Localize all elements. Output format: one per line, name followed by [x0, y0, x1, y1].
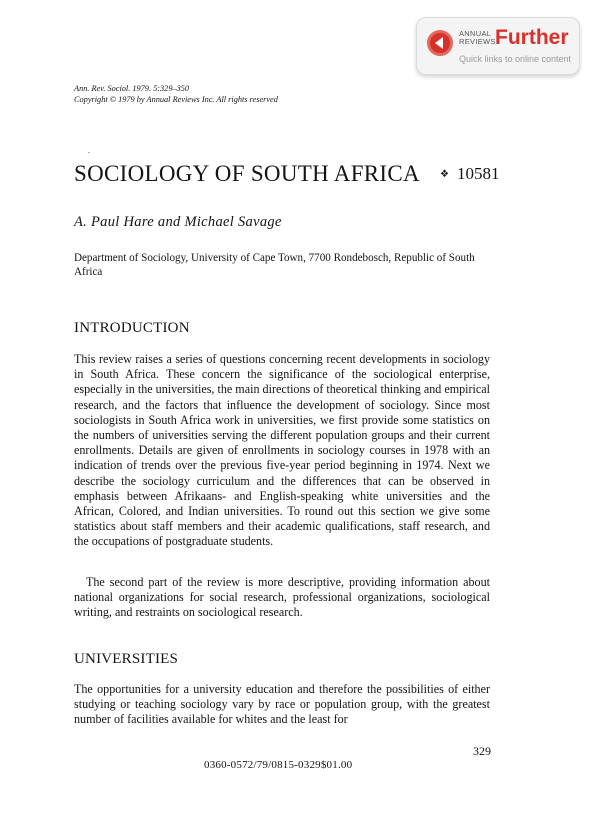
brand-line-1: ANNUAL — [459, 29, 492, 38]
section-heading-introduction: INTRODUCTION — [74, 320, 190, 336]
introduction-paragraph-2: The second part of the review is more descriptive, providing information about national organizations for social research, professional organizations, sociological writing, and restraints on sociological research. — [74, 575, 490, 620]
authors: A. Paul Hare and Michael Savage — [74, 214, 282, 230]
citation-block — [74, 84, 278, 105]
annual-reviews-logo-icon — [427, 30, 453, 56]
page-number: 329 — [473, 744, 491, 758]
brand-line-2: REVIEWS — [459, 37, 496, 46]
article-title: SOCIOLOGY OF SOUTH AFRICA — [74, 161, 420, 186]
affiliation: Department of Sociology, University of Cape Town, 7700 Rondebosch, Republic of South Africa — [74, 252, 475, 278]
further-quick-links-banner[interactable] — [416, 17, 580, 75]
introduction-paragraph-1: This review raises a series of questions concerning recent developments in sociology in South Africa. These concern the significance of the sociological enterprise, especially in the universities, the main directions of theoretical thinking and empirical research, and the factors that influence the development of sociology. Since most sociologists in South Africa work in universities, we first provide some statistics on the numbers of universities serving the different population groups and their current enrollments. Details are given of enrollments in sociology courses in 1978 with an indication of trends over the previous five-year period beginning in 1974. Next we describe the sociology curriculum and the differences that can be observed in emphasis between Afrikaans- and English-speaking white universities and the African, Colored, and Indian universities. To round out this section we give some statistics about staff members and their academic qualifications, staff research, and the occupations of postgraduate students. — [74, 352, 490, 549]
universities-paragraph-1: The opportunities for a university education and therefore the possibilities of either studying or teaching sociology vary by race or population group, with the greatest number of facilities available for whites and the least for — [74, 682, 490, 727]
annual-reviews-brand — [459, 30, 496, 46]
document-id-number: 10581 — [456, 164, 500, 183]
document-id — [440, 164, 499, 184]
scan-speck — [88, 152, 90, 153]
copyright-line: Copyright © 1979 by Annual Reviews Inc. All rights reserved — [74, 94, 278, 104]
section-heading-universities: UNIVERSITIES — [74, 651, 179, 667]
further-tagline: Quick links to online content — [459, 54, 572, 64]
diamond-marker-icon: ❖ — [440, 169, 449, 180]
further-wordmark: Further — [495, 26, 569, 49]
journal-citation: Ann. Rev. Sociol. 1979. 5:329–350 — [74, 84, 190, 93]
footer-code: 0360-0572/79/0815-0329$01.00 — [204, 759, 353, 771]
